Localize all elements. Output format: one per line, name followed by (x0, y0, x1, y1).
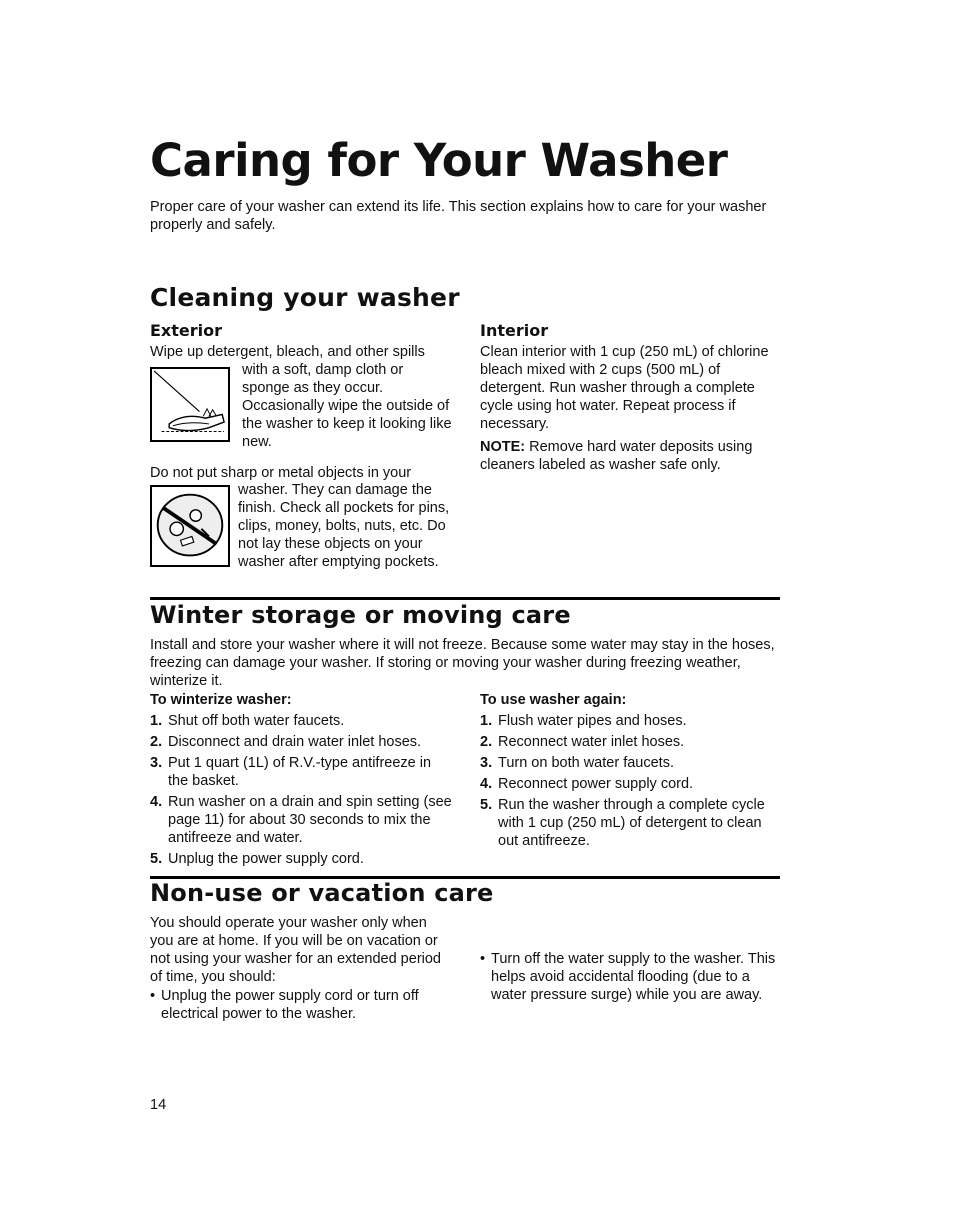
winterize-section (150, 691, 455, 871)
note-label: NOTE: (480, 439, 526, 455)
use-again-steps (480, 712, 780, 850)
winter-heading: Winter storage or moving care (150, 601, 571, 629)
use-again-heading: To use washer again: (480, 692, 627, 708)
nonuse-intro: You should operate your washer only when you are at home. If you will be on vacation or not using your washer for an extended period of time, you should: (150, 915, 441, 985)
use-again-section (480, 691, 780, 853)
winter-intro: Install and store your washer where it will not freeze. Because some water may stay in the hoses, freezing can damage your washer. If storing or moving your washer during freezing weather, winterize it. (150, 637, 775, 689)
exterior-para2-rest: washer. They can damage the finish. Check all pockets for pins, clips, money, bolts, nuts, etc. Do not lay these objects on your washer after emptying pockets. (238, 482, 450, 570)
list-item: 3. Put 1 quart (1L) of R.V.-type antifreeze in the basket. (150, 755, 432, 789)
no-sharp-objects-icon (152, 487, 228, 565)
wiping-cloth-illustration (150, 367, 230, 442)
list-item: 4. Reconnect power supply cord. (480, 776, 694, 792)
note-text: Remove hard water deposits using cleaners labeled as washer safe only. (480, 439, 753, 473)
exterior-heading: Exterior (150, 321, 223, 340)
winterize-steps (150, 712, 455, 868)
page-number: 14 (150, 1097, 167, 1113)
list-item: 5. Unplug the power supply cord. (150, 851, 364, 867)
nonuse-bullet-unplug: • Unplug the power supply cord or turn off electrical power to the washer. (150, 987, 461, 1023)
exterior-para1-rest: with a soft, damp cloth or sponge as they occur. Occasionally wipe the outside of the washer to keep it looking like new. (242, 362, 452, 450)
interior-para: Clean interior with 1 cup (250 mL) of chlorine bleach mixed with 2 cups (500 mL) of detergent. Run washer through a complete cycle using hot water. Repeat process if necessary. (480, 344, 769, 432)
sharp-objects-illustration (150, 485, 230, 567)
interior-heading: Interior (480, 321, 549, 340)
interior-note (480, 438, 775, 474)
page-title: Caring for Your Washer (150, 134, 728, 187)
exterior-para2-lead: Do not put sharp or metal objects in your (150, 465, 412, 481)
exterior-para1-lead: Wipe up detergent, bleach, and other spills (150, 344, 425, 360)
winterize-heading: To winterize washer: (150, 692, 292, 708)
section-divider-winter (150, 597, 780, 600)
list-item: 1. Flush water pipes and hoses. (480, 713, 687, 729)
list-item: 5. Run the washer through a complete cycle with 1 cup (250 mL) of detergent to clean out antifreeze. (480, 797, 765, 849)
hand-wiping-icon (152, 369, 228, 440)
nonuse-bullet-water: • Turn off the water supply to the washer. This helps avoid accidental flooding (due to a water pressure surge) while you are away. (480, 950, 786, 1004)
list-item: 3. Turn on both water faucets. (480, 755, 674, 771)
list-item: 2. Reconnect water inlet hoses. (480, 734, 685, 750)
cleaning-heading: Cleaning your washer (150, 283, 460, 312)
nonuse-heading: Non-use or vacation care (150, 879, 494, 907)
intro-text: Proper care of your washer can extend its life. This section explains how to care for your washer properly and safely. (150, 199, 767, 233)
list-item: 1. Shut off both water faucets. (150, 713, 345, 729)
list-item: 2. Disconnect and drain water inlet hoses. (150, 734, 422, 750)
list-item: 4. Run washer on a drain and spin setting (see page 11) for about 30 seconds to mix the antifreeze and water. (150, 794, 452, 846)
